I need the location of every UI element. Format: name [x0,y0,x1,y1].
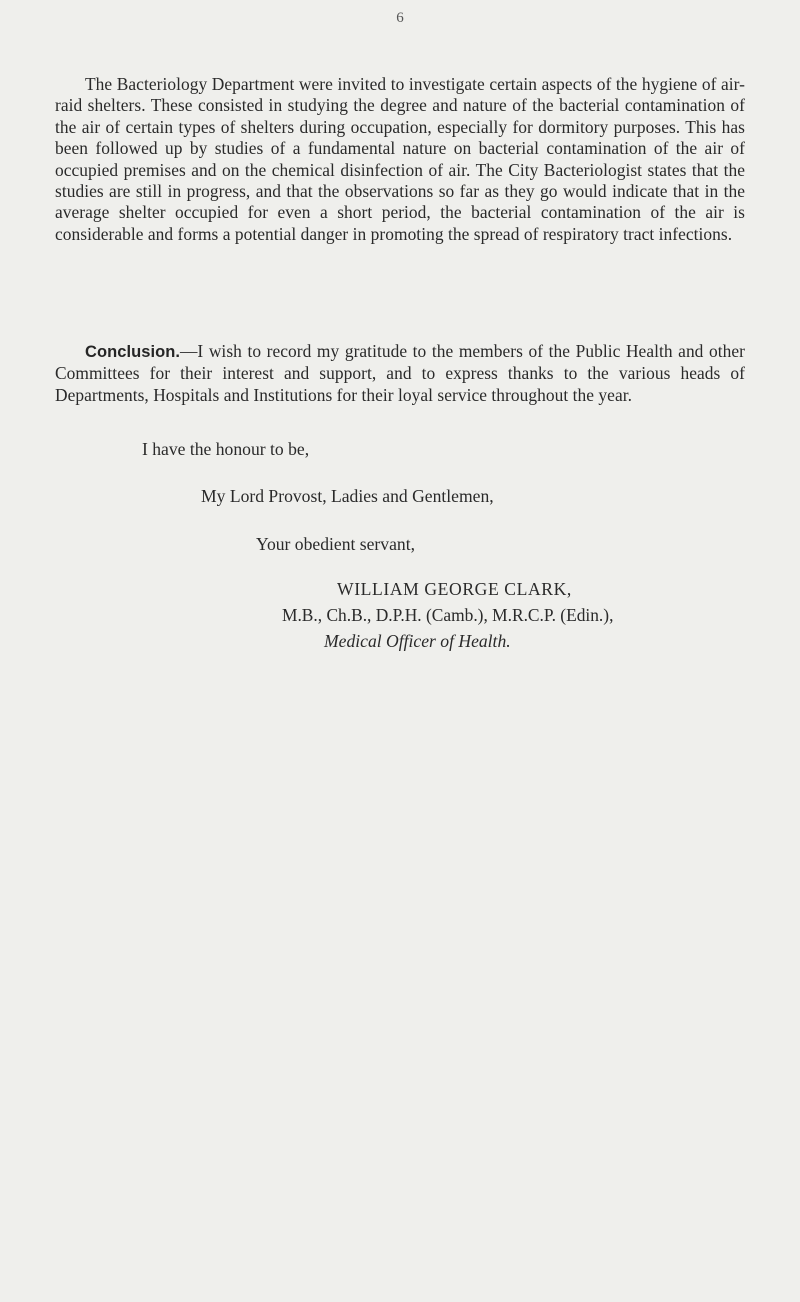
closing-honour-line: I have the honour to be, [142,439,310,459]
conclusion-body: —I wish to record my gratitude to the members of the Public Health and other Committees for their interest and support, and to express thanks to the various heads of Departments, Hospitals and Institutions for their loyal service throughout the year. [55,341,745,405]
signature-title: Medical Officer of Health. [324,631,511,651]
signature-credentials: M.B., Ch.B., D.P.H. (Camb.), M.R.C.P. (Edin.), [282,605,614,625]
conclusion-heading: Conclusion. [85,343,180,361]
conclusion-paragraph [55,341,745,406]
signature-name: WILLIAM GEORGE CLARK, [337,579,572,599]
closing-servant-line: Your obedient servant, [256,534,415,554]
bacteriology-paragraph: The Bacteriology Department were invited to investigate certain aspects of the hygiene of air-raid shelters. These consisted in studying the degree and nature of the bacterial contamination of the air of certain types of shelters during occupation, especially for dormitory purposes. This has been followed up by studies of a fundamental nature on bacterial contamination of the air of occupied premises and on the chemical disinfection of air. The City Bacteriologist states that the studies are still in progress, and that the observations so far as they go would indicate that in the average shelter occupied for even a short period, the bacterial contamination of the air is considerable and forms a potential danger in promoting the spread of respiratory tract infections. [55,74,745,244]
closing-salutation-line: My Lord Provost, Ladies and Gentlemen, [201,486,494,506]
page-number: 6 [396,10,404,26]
